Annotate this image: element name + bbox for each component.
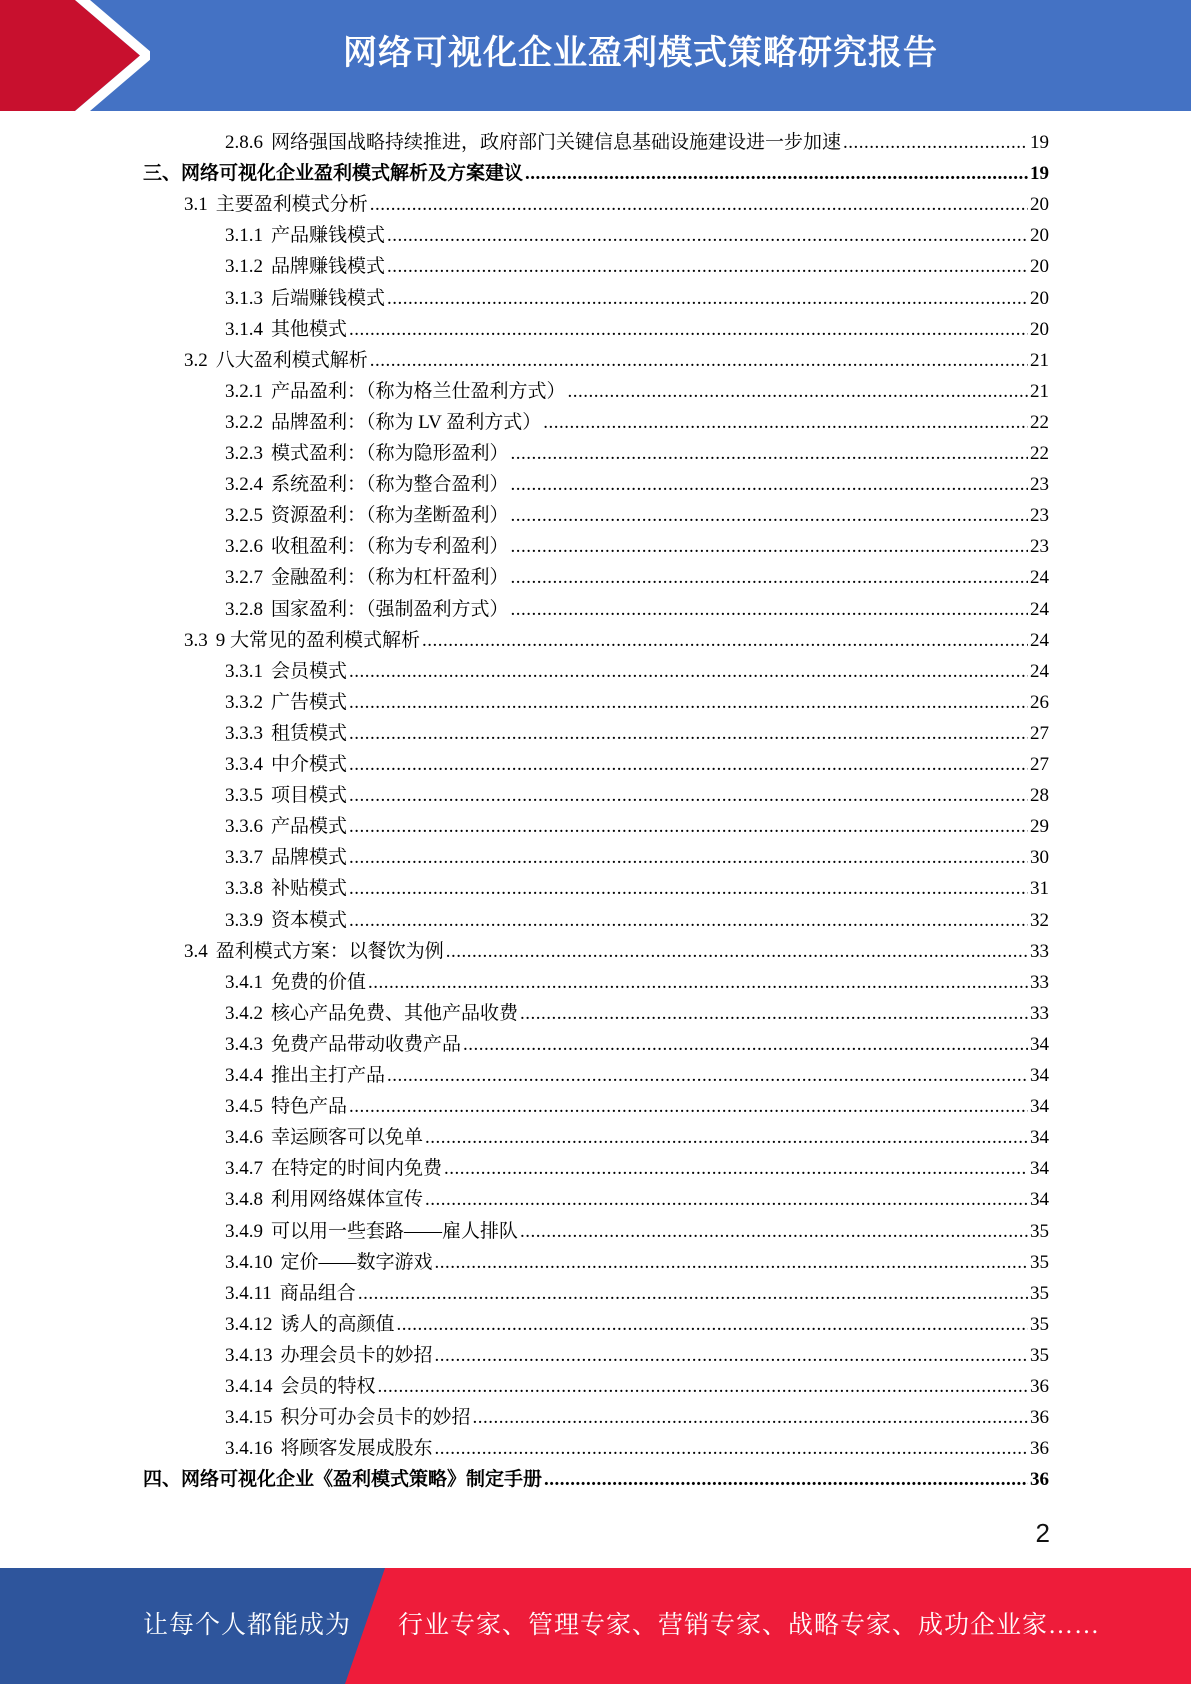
toc-entry-number: 3.4.11 [225,1282,272,1304]
toc-entry-title: 资源盈利：（称为垄断盈利） [271,505,509,527]
toc-entry-page: 34 [1030,1096,1049,1118]
toc-entry-page: 31 [1030,878,1049,900]
toc-entry-title: 定价——数字游戏 [280,1251,433,1273]
toc-entry-number: 3.4.4 [225,1065,263,1086]
toc-entry[interactable] [184,936,1049,967]
toc-entry-page: 21 [1030,349,1049,371]
toc-entry-title: 会员模式 [271,660,348,682]
toc-entry-title: 收租盈利：（称为专利盈利） [271,536,509,558]
toc-dot-leader [511,469,1028,500]
toc-dot-leader [349,656,1028,687]
toc-entry-title: 可以用一些套路——雇人排队 [271,1220,519,1242]
toc-entry-number: 3.2 [184,349,208,371]
toc-entry-number: 3.1 [184,194,208,216]
toc-entry-title: 会员的特权 [280,1376,376,1397]
toc-entry-page: 35 [1030,1220,1049,1242]
toc-entry-page: 35 [1030,1313,1049,1335]
toc-entry[interactable] [225,314,1049,345]
toc-entry[interactable] [225,998,1049,1029]
toc-entry[interactable] [225,376,1049,407]
toc-entry-page: 24 [1030,660,1049,682]
toc-entry-page: 23 [1030,536,1049,558]
toc-entry-page: 36 [1030,1376,1049,1397]
toc-entry-number: 2.8.6 [225,132,263,153]
toc-entry-number: 3.3.5 [225,785,263,807]
toc-entry-page: 34 [1030,1158,1049,1180]
toc-dot-leader [349,873,1028,904]
toc-entry-title: 项目模式 [271,785,348,807]
toc-entry-page: 33 [1030,1002,1049,1024]
toc-dot-leader [435,1247,1028,1278]
toc-entry-page: 32 [1030,909,1049,931]
toc-dot-leader [422,625,1028,656]
toc-entry-page: 35 [1030,1251,1049,1273]
toc-dot-leader [358,1278,1028,1309]
toc-entry[interactable] [225,967,1049,998]
toc-entry-number: 3.2.1 [225,380,263,402]
toc-dot-leader [378,1371,1028,1402]
toc-entry[interactable] [225,780,1049,811]
toc-dot-leader [387,1060,1028,1091]
toc-entry-page: 30 [1030,847,1049,869]
toc-dot-leader [525,158,1028,189]
footer-slogan-left: 让每个人都能成为 [143,1612,352,1639]
toc-dot-leader [349,811,1028,842]
toc-entry[interactable] [225,1309,1049,1340]
toc-entry-title: 利用网络媒体宣传 [271,1189,424,1211]
toc-entry-title: 其他模式 [271,318,348,340]
toc-entry-title: 商品组合 [279,1282,356,1304]
toc-entry-title: 将顾客发展成股东 [280,1438,433,1460]
toc-entry[interactable] [184,625,1049,656]
toc-entry[interactable] [143,158,1049,189]
toc-entry-number: 3.4.5 [225,1096,263,1118]
toc-dot-leader [368,967,1028,998]
toc-entry-number: 3.3 [184,629,208,651]
toc-entry-number: 3.2.7 [225,567,263,589]
toc-entry-number: 3.4.1 [225,971,263,993]
toc-entry-title: 租赁模式 [271,722,348,744]
toc-dot-leader [387,251,1028,282]
toc-entry-title: 金融盈利：（称为杠杆盈利） [271,567,509,589]
toc-entry-title: 三、网络可视化企业盈利模式解析及方案建议 [143,163,524,185]
toc-entry-title: 八大盈利模式解析 [215,349,368,371]
toc-dot-leader [568,376,1028,407]
toc-dot-leader [349,842,1028,873]
toc-entry-title: 9 大常见的盈利模式解析 [215,629,421,651]
toc-entry[interactable] [225,500,1049,531]
toc-dot-leader [511,562,1028,593]
toc-entry-page: 26 [1030,691,1049,713]
toc-dot-leader [520,998,1028,1029]
toc-entry-title: 品牌赚钱模式 [271,256,386,278]
toc-dot-leader [387,220,1028,251]
toc-entry[interactable] [225,1433,1049,1464]
toc-dot-leader [544,1464,1028,1495]
toc-dot-leader [349,749,1028,780]
toc-entry-title: 资本模式 [271,909,348,931]
toc-entry-title: 积分可办会员卡的妙招 [280,1407,471,1429]
toc-entry-page: 36 [1030,1438,1049,1460]
toc-entry-page: 22 [1030,443,1049,464]
toc-entry-page: 34 [1030,1189,1049,1211]
toc-entry-page: 34 [1030,1033,1049,1055]
toc-entry[interactable] [225,1122,1049,1153]
toc-entry[interactable] [225,594,1049,625]
toc-entry-title: 补贴模式 [271,878,348,900]
toc-entry[interactable] [225,407,1049,438]
toc-entry-number: 3.3.2 [225,691,263,713]
toc-dot-leader [435,1433,1028,1464]
header-chevron-graphic [0,0,150,111]
toc-entry-title: 推出主打产品 [271,1065,386,1086]
toc-entry-number: 3.4.3 [225,1033,263,1055]
toc-dot-leader [435,1340,1028,1371]
toc-entry-page: 20 [1030,318,1049,340]
toc-entry-number: 3.1.3 [225,287,263,309]
toc-entry[interactable] [225,1216,1049,1247]
toc-dot-leader [387,283,1028,314]
toc-dot-leader [425,1184,1028,1215]
toc-entry-number: 3.3.4 [225,754,263,775]
toc-dot-leader [349,1091,1028,1122]
toc-entry-page: 34 [1030,1065,1049,1086]
toc-entry-title: 诱人的高颜值 [280,1313,395,1335]
toc-entry-title: 盈利模式方案：以餐饮为例 [215,940,444,962]
toc-entry-page: 36 [1030,1469,1049,1491]
toc-entry-title: 幸运顾客可以免单 [271,1127,424,1149]
toc-dot-leader [843,127,1028,158]
toc-entry-number: 3.4.9 [225,1220,263,1242]
toc-entry-title: 四、网络可视化企业《盈利模式策略》制定手册 [143,1469,543,1491]
toc-entry-title: 产品模式 [271,816,348,838]
toc-entry[interactable] [225,251,1049,282]
toc-entry-page: 20 [1030,287,1049,309]
toc-entry-title: 国家盈利：（强制盈利方式） [271,598,509,620]
toc-entry-number: 3.4 [184,940,208,962]
toc-entry-page: 21 [1030,380,1049,402]
toc-dot-leader [520,1216,1028,1247]
toc-entry-title: 品牌盈利：（称为 LV 盈利方式） [271,411,542,433]
toc-entry-page: 35 [1030,1344,1049,1366]
toc-dot-leader [473,1402,1028,1433]
toc-entry[interactable] [225,127,1049,158]
toc-entry-title: 中介模式 [271,754,348,775]
toc-dot-leader [370,189,1028,220]
toc-entry-page: 28 [1030,785,1049,807]
toc-entry-number: 3.2.6 [225,536,263,558]
toc-entry-title: 品牌模式 [271,847,348,869]
toc-entry-number: 3.4.16 [225,1438,273,1460]
toc-entry-number: 3.4.8 [225,1189,263,1211]
toc-entry[interactable] [225,1029,1049,1060]
toc-entry[interactable] [225,562,1049,593]
toc-dot-leader [511,438,1028,469]
toc-dot-leader [543,407,1028,438]
toc-entry-page: 19 [1030,163,1049,185]
toc-entry[interactable] [225,1371,1049,1402]
toc-entry-page: 22 [1030,411,1049,433]
toc-entry[interactable] [225,1060,1049,1091]
toc-entry[interactable] [225,1091,1049,1122]
toc-entry[interactable] [225,220,1049,251]
toc-entry-number: 3.3.7 [225,847,263,869]
toc-entry-title: 系统盈利：（称为整合盈利） [271,474,509,496]
toc-entry-page: 24 [1030,567,1049,589]
toc-dot-leader [370,345,1028,376]
toc-entry-title: 核心产品免费、其他产品收费 [271,1002,519,1024]
toc-entry-number: 3.1.4 [225,318,263,340]
toc-entry-number: 3.2.4 [225,474,263,496]
toc-entry-title: 办理会员卡的妙招 [280,1344,433,1366]
toc-entry-number: 3.4.2 [225,1002,263,1024]
toc-entry-title: 特色产品 [271,1096,348,1118]
toc-entry-title: 在特定的时间内免费 [271,1158,443,1180]
toc-entry-title: 模式盈利：（称为隐形盈利） [271,443,509,464]
toc-dot-leader [349,718,1028,749]
toc-entry-page: 20 [1030,194,1049,216]
toc-entry-title: 产品盈利：（称为格兰仕盈利方式） [271,380,566,402]
toc-entry-number: 3.3.8 [225,878,263,900]
footer-slogan-right: 行业专家、管理专家、营销专家、战略专家、成功企业家…… [398,1612,1101,1639]
toc-entry-page: 23 [1030,505,1049,527]
toc-entry[interactable] [225,1153,1049,1184]
toc-entry-number: 3.4.15 [225,1407,273,1429]
toc-entry-number: 3.4.10 [225,1251,273,1273]
toc-entry[interactable] [225,873,1049,904]
toc-entry[interactable] [225,1184,1049,1215]
toc-dot-leader [444,1153,1028,1184]
toc-entry-number: 3.3.3 [225,722,263,744]
toc-entry-number: 3.1.1 [225,225,263,247]
toc-entry-page: 33 [1030,971,1049,993]
toc-entry[interactable] [184,345,1049,376]
toc-dot-leader [397,1309,1028,1340]
toc-entry-page: 27 [1030,754,1049,775]
toc-entry-number: 3.2.8 [225,598,263,620]
toc-entry-page: 33 [1030,940,1049,962]
toc-entry[interactable] [225,531,1049,562]
toc-entry[interactable] [225,469,1049,500]
report-footer [0,1568,1191,1684]
toc-entry[interactable] [225,656,1049,687]
report-title: 网络可视化企业盈利模式策略研究报告 [343,33,938,73]
toc-entry[interactable] [225,1278,1049,1309]
toc-entry-title: 后端赚钱模式 [271,287,386,309]
toc-entry-number: 3.4.7 [225,1158,263,1180]
toc-entry-page: 35 [1030,1282,1049,1304]
toc-entry[interactable] [225,718,1049,749]
toc-entry-number: 3.2.3 [225,443,263,464]
toc-entry[interactable] [225,1340,1049,1371]
toc-entry-number: 3.1.2 [225,256,263,278]
toc-entry[interactable] [184,189,1049,220]
page-number: 2 [1035,1518,1050,1548]
toc-dot-leader [511,500,1028,531]
toc-dot-leader [349,905,1028,936]
toc-entry[interactable] [225,749,1049,780]
toc-entry-page: 36 [1030,1407,1049,1429]
toc-dot-leader [425,1122,1028,1153]
toc-dot-leader [349,780,1028,811]
toc-dot-leader [511,531,1028,562]
toc-entry[interactable] [225,687,1049,718]
toc-entry-number: 3.4.13 [225,1344,273,1366]
toc-entry-page: 20 [1030,225,1049,247]
toc-entry-page: 24 [1030,598,1049,620]
toc-dot-leader [446,936,1028,967]
toc-entry[interactable] [143,1464,1049,1495]
toc-entry-number: 3.3.6 [225,816,263,838]
toc-entry[interactable] [225,905,1049,936]
toc-dot-leader [511,594,1028,625]
toc-entry-title: 广告模式 [271,691,348,713]
toc-entry-page: 20 [1030,256,1049,278]
toc-dot-leader [463,1029,1028,1060]
toc-entry-page: 24 [1030,629,1049,651]
toc-entry[interactable] [225,842,1049,873]
toc-entry[interactable] [225,283,1049,314]
toc-entry-page: 23 [1030,474,1049,496]
toc-dot-leader [349,314,1028,345]
toc-entry-number: 3.4.14 [225,1376,273,1397]
toc-entry-number: 3.2.2 [225,411,263,433]
toc-entry-number: 3.2.5 [225,505,263,527]
toc-entry-page: 19 [1030,132,1049,153]
toc-entry-number: 3.4.6 [225,1127,263,1149]
toc-entry[interactable] [225,811,1049,842]
toc-entry[interactable] [225,1402,1049,1433]
toc-entry-title: 免费的价值 [271,971,367,993]
toc-entry-title: 免费产品带动收费产品 [271,1033,462,1055]
toc-entry-title: 主要盈利模式分析 [215,194,368,216]
toc-dot-leader [349,687,1028,718]
report-header [0,0,1191,111]
toc-entry-title: 网络强国战略持续推进，政府部门关键信息基础设施建设进一步加速 [271,132,842,153]
toc-entry[interactable] [225,438,1049,469]
toc-entry-number: 3.4.12 [225,1313,273,1335]
toc-entry-page: 27 [1030,722,1049,744]
toc-entry-page: 34 [1030,1127,1049,1149]
toc-entry-title: 产品赚钱模式 [271,225,386,247]
toc-entry-page: 29 [1030,816,1049,838]
toc-entry[interactable] [225,1247,1049,1278]
toc-entry-number: 3.3.9 [225,909,263,931]
toc-entry-number: 3.3.1 [225,660,263,682]
